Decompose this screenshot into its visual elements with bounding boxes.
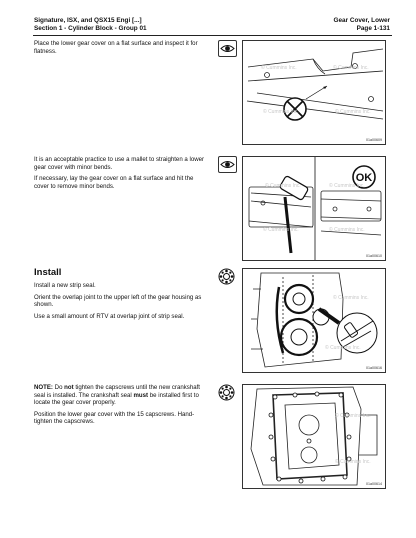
- step2-paragraph-2: If necessary, lay the gear cover on a flat surface and hit the cover to remove minor bends.: [34, 175, 194, 190]
- header-divider: [33, 35, 392, 36]
- watermark: © Cummins Inc.: [335, 459, 371, 465]
- watermark: © Cummins Inc.: [329, 227, 365, 233]
- page-header-right: [334, 17, 390, 33]
- note-emphasis-not: not: [64, 384, 74, 391]
- note-text: Do: [52, 384, 65, 391]
- topic-title: Gear Cover, Lower: [333, 17, 390, 24]
- page-number: Page 1-131: [356, 25, 390, 32]
- page-header-left: [34, 17, 147, 33]
- step2-paragraph-1: It is an acceptable practice to use a mallet to straighten a lower gear cover with minor bends.: [34, 156, 205, 171]
- step1-text-block: [34, 40, 210, 59]
- watermark: © Cummins Inc.: [335, 109, 371, 115]
- watermark: © Cummins Inc.: [263, 109, 299, 115]
- note-paragraph: [34, 384, 210, 407]
- watermark: © Cummins Inc.: [263, 227, 299, 233]
- eye-icon: [218, 40, 237, 57]
- note-text: be installed first to locate the gear cover properly.: [34, 391, 199, 407]
- step4-paragraph-2: Position the lower gear cover with the 15 capscrews. Hand-tighten the capscrews.: [34, 410, 195, 426]
- install-paragraph-3: Use a small amount of RTV at overlap joint of strip seal.: [34, 312, 185, 320]
- figure-id: 01a00616: [366, 366, 382, 370]
- figure-strip-seal: [242, 268, 386, 373]
- figure-id: 01a00610: [366, 254, 382, 258]
- eye-icon: [218, 156, 237, 173]
- note-emphasis-must: must: [133, 391, 149, 399]
- watermark: © Cummins Inc.: [335, 413, 371, 419]
- step1-paragraph: Place the lower gear cover on a flat surface and inspect it for flatness.: [34, 40, 198, 55]
- watermark: © Cummins Inc.: [325, 345, 361, 351]
- watermark: © Cummins Inc.: [333, 65, 369, 71]
- watermark: © Cummins Inc.: [329, 183, 365, 189]
- step4-text-block: [34, 384, 210, 430]
- section-heading: Install: [34, 267, 62, 278]
- note-text: tighten the capscrews until the new crankshaft seal is installed. The crankshaft seal: [34, 384, 200, 399]
- manual-title: Signature, ISX, and QSX15 Engi [...]: [34, 17, 142, 24]
- watermark: © Cummins Inc.: [333, 295, 369, 301]
- svg-text:OK: OK: [355, 172, 373, 184]
- watermark: © Cummins Inc.: [265, 183, 301, 189]
- section-title: Section 1 - Cylinder Block - Group 01: [34, 25, 147, 32]
- figure-id: 01a00609: [366, 138, 382, 142]
- figure-id: 01a00614: [366, 482, 382, 486]
- figure-capscrews: [242, 384, 386, 489]
- install-text-block: [34, 282, 210, 324]
- install-paragraph-1: Install a new strip seal.: [34, 282, 96, 289]
- watermark: © Cummins Inc.: [261, 65, 297, 71]
- step2-text-block: [34, 156, 210, 194]
- capscrew-drawings: [269, 392, 351, 483]
- figure-mallet-straighten: [242, 156, 386, 261]
- tool-gear-icon: [218, 268, 235, 285]
- gear-drawing: [277, 285, 329, 355]
- install-paragraph-2: Orient the overlap joint to the upper left of the gear housing as shown.: [34, 293, 202, 309]
- figure-flatness-check: [242, 40, 386, 145]
- tool-gear-icon: [218, 384, 235, 401]
- note-label: NOTE:: [34, 384, 53, 391]
